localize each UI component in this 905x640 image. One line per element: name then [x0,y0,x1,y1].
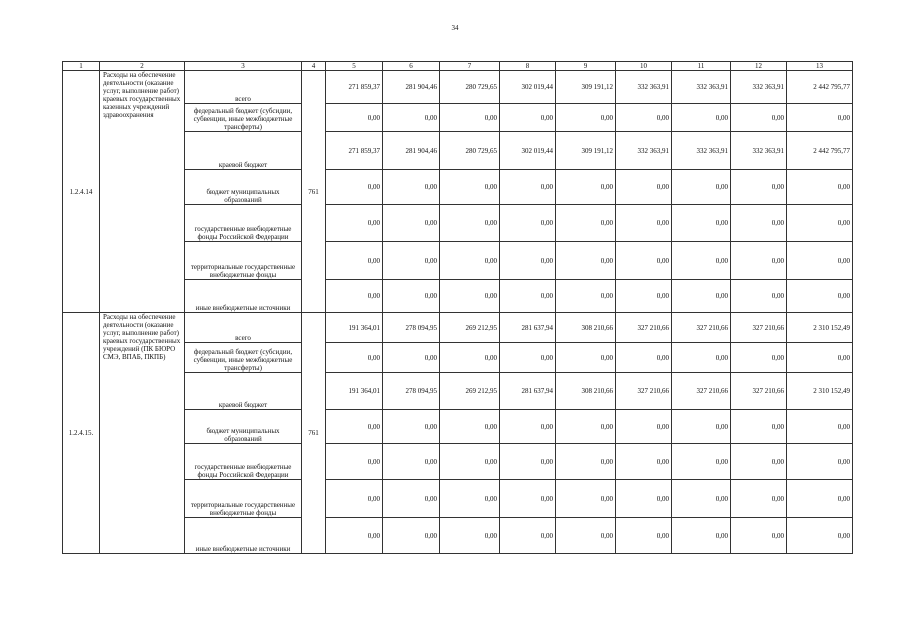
amount-cell: 0,00 [326,444,383,480]
column-header-2: 2 [100,62,185,71]
amount-cell: 0,00 [500,205,556,242]
amount-cell: 0,00 [556,518,616,554]
amount-cell: 332 363,91 [672,71,731,104]
amount-cell: 0,00 [787,280,853,313]
amount-cell: 0,00 [500,170,556,205]
amount-cell: 0,00 [672,343,731,373]
funding-source: территориальные государственные внебюджетные фонды [185,242,302,280]
amount-cell: 308 210,66 [556,313,616,343]
amount-cell: 0,00 [787,518,853,554]
amount-cell: 278 094,95 [383,313,440,343]
funding-source: государственные внебюджетные фонды Российской Федерации [185,444,302,480]
amount-cell: 280 729,65 [440,132,500,170]
column-header-4: 4 [302,62,326,71]
amount-cell: 327 210,66 [672,373,731,410]
amount-cell: 327 210,66 [616,313,672,343]
amount-cell: 0,00 [556,242,616,280]
table-row [63,71,853,104]
funding-source: федеральный бюджет (субсидии, субвенции, иные межбюджетные трансферты) [185,104,302,132]
amount-cell: 332 363,91 [731,132,787,170]
amount-cell: 0,00 [616,343,672,373]
amount-cell: 0,00 [787,343,853,373]
amount-cell: 0,00 [616,480,672,518]
amount-cell: 0,00 [500,480,556,518]
amount-cell: 0,00 [500,410,556,444]
amount-cell: 0,00 [383,480,440,518]
amount-cell: 0,00 [500,242,556,280]
column-header-1: 1 [63,62,100,71]
amount-cell: 0,00 [616,444,672,480]
amount-cell: 0,00 [500,343,556,373]
grbs-code: 761 [302,71,326,313]
column-header-11: 11 [672,62,731,71]
amount-cell: 0,00 [616,205,672,242]
amount-cell: 0,00 [326,242,383,280]
amount-cell: 0,00 [731,343,787,373]
amount-cell: 0,00 [672,242,731,280]
column-header-6: 6 [383,62,440,71]
amount-cell: 0,00 [500,280,556,313]
amount-cell: 309 191,12 [556,71,616,104]
amount-cell: 0,00 [616,280,672,313]
funding-source: всего [185,71,302,104]
amount-cell: 0,00 [326,518,383,554]
amount-cell: 332 363,91 [616,132,672,170]
amount-cell: 0,00 [440,170,500,205]
amount-cell: 0,00 [731,480,787,518]
funding-source: федеральный бюджет (субсидии, субвенции, иные межбюджетные трансферты) [185,343,302,373]
header-row [63,62,853,71]
amount-cell: 0,00 [672,480,731,518]
amount-cell: 0,00 [440,280,500,313]
funding-source: территориальные государственные внебюджетные фонды [185,480,302,518]
amount-cell: 280 729,65 [440,71,500,104]
amount-cell: 0,00 [672,410,731,444]
amount-cell: 281 637,94 [500,313,556,343]
column-header-8: 8 [500,62,556,71]
amount-cell: 2 442 795,77 [787,132,853,170]
amount-cell: 269 212,95 [440,373,500,410]
amount-cell: 0,00 [616,410,672,444]
amount-cell: 0,00 [787,410,853,444]
amount-cell: 0,00 [556,480,616,518]
amount-cell: 0,00 [731,104,787,132]
amount-cell: 0,00 [731,280,787,313]
amount-cell: 0,00 [616,104,672,132]
amount-cell: 0,00 [787,444,853,480]
amount-cell: 191 364,01 [326,373,383,410]
amount-cell: 0,00 [731,205,787,242]
amount-cell: 0,00 [787,242,853,280]
amount-cell: 0,00 [731,170,787,205]
amount-cell: 0,00 [383,205,440,242]
amount-cell: 0,00 [326,280,383,313]
amount-cell: 0,00 [731,242,787,280]
funding-source: краевой бюджет [185,373,302,410]
amount-cell: 0,00 [440,518,500,554]
section-code: 1.2.4.14 [63,71,100,313]
amount-cell: 0,00 [383,444,440,480]
amount-cell: 0,00 [672,104,731,132]
amount-cell: 0,00 [672,280,731,313]
amount-cell: 2 310 152,49 [787,373,853,410]
funding-source: краевой бюджет [185,132,302,170]
amount-cell: 0,00 [383,242,440,280]
amount-cell: 327 210,66 [731,373,787,410]
amount-cell: 0,00 [440,242,500,280]
amount-cell: 0,00 [556,410,616,444]
amount-cell: 309 191,12 [556,132,616,170]
amount-cell: 0,00 [383,518,440,554]
funding-source: государственные внебюджетные фонды Российской Федерации [185,205,302,242]
amount-cell: 2 442 795,77 [787,71,853,104]
funding-source: бюджет муниципальных образований [185,170,302,205]
amount-cell: 0,00 [440,480,500,518]
funding-source: бюджет муниципальных образований [185,410,302,444]
amount-cell: 0,00 [326,480,383,518]
amount-cell: 327 210,66 [616,373,672,410]
amount-cell: 302 019,44 [500,71,556,104]
amount-cell: 0,00 [616,242,672,280]
amount-cell: 0,00 [616,170,672,205]
column-header-12: 12 [731,62,787,71]
amount-cell: 269 212,95 [440,313,500,343]
amount-cell: 0,00 [326,343,383,373]
funding-source: иные внебюджетные источники [185,280,302,313]
column-header-3: 3 [185,62,302,71]
amount-cell: 0,00 [556,343,616,373]
amount-cell: 281 904,46 [383,132,440,170]
budget-table [62,61,853,554]
amount-cell: 327 210,66 [731,313,787,343]
amount-cell: 0,00 [326,410,383,444]
amount-cell: 0,00 [500,104,556,132]
amount-cell: 0,00 [672,205,731,242]
column-header-5: 5 [326,62,383,71]
section-description: Расходы на обеспечение деятельности (оказание услуг, выполнение работ) краевых государственных учреждений (ПК БЮРО СМЭ, ВПАБ, ПКПБ) [100,313,185,554]
amount-cell: 0,00 [383,104,440,132]
amount-cell: 0,00 [383,280,440,313]
amount-cell: 0,00 [616,518,672,554]
amount-cell: 0,00 [326,104,383,132]
amount-cell: 271 859,37 [326,71,383,104]
amount-cell: 308 210,66 [556,373,616,410]
section-description: Расходы на обеспечение деятельности (оказание услуг, выполнение работ) краевых государственных казенных учреждений здравоохранения [100,71,185,313]
amount-cell: 0,00 [556,170,616,205]
amount-cell: 0,00 [440,343,500,373]
amount-cell: 2 310 152,49 [787,313,853,343]
amount-cell: 0,00 [440,205,500,242]
amount-cell: 0,00 [672,518,731,554]
amount-cell: 191 364,01 [326,313,383,343]
amount-cell: 0,00 [556,205,616,242]
amount-cell: 302 019,44 [500,132,556,170]
amount-cell: 332 363,91 [616,71,672,104]
amount-cell: 0,00 [500,518,556,554]
amount-cell: 0,00 [787,480,853,518]
table-body [63,62,853,554]
amount-cell: 332 363,91 [731,71,787,104]
amount-cell: 0,00 [440,410,500,444]
amount-cell: 327 210,66 [672,313,731,343]
column-header-7: 7 [440,62,500,71]
amount-cell: 0,00 [787,170,853,205]
amount-cell: 0,00 [731,410,787,444]
amount-cell: 0,00 [672,444,731,480]
amount-cell: 0,00 [383,170,440,205]
amount-cell: 0,00 [787,205,853,242]
column-header-9: 9 [556,62,616,71]
amount-cell: 281 637,94 [500,373,556,410]
amount-cell: 0,00 [556,280,616,313]
amount-cell: 0,00 [383,410,440,444]
funding-source: иные внебюджетные источники [185,518,302,554]
grbs-code: 761 [302,313,326,554]
column-header-13: 13 [787,62,853,71]
amount-cell: 0,00 [787,104,853,132]
amount-cell: 0,00 [556,444,616,480]
funding-source: всего [185,313,302,343]
amount-cell: 0,00 [672,170,731,205]
amount-cell: 0,00 [326,205,383,242]
amount-cell: 0,00 [556,104,616,132]
amount-cell: 278 094,95 [383,373,440,410]
amount-cell: 281 904,46 [383,71,440,104]
section-code: 1.2.4.15. [63,313,100,554]
amount-cell: 0,00 [731,518,787,554]
amount-cell: 332 363,91 [672,132,731,170]
amount-cell: 0,00 [383,343,440,373]
amount-cell: 0,00 [731,444,787,480]
amount-cell: 0,00 [500,444,556,480]
amount-cell: 0,00 [440,444,500,480]
table-row [63,313,853,343]
amount-cell: 0,00 [440,104,500,132]
page-number: 34 [451,24,459,32]
column-header-10: 10 [616,62,672,71]
amount-cell: 271 859,37 [326,132,383,170]
amount-cell: 0,00 [326,170,383,205]
